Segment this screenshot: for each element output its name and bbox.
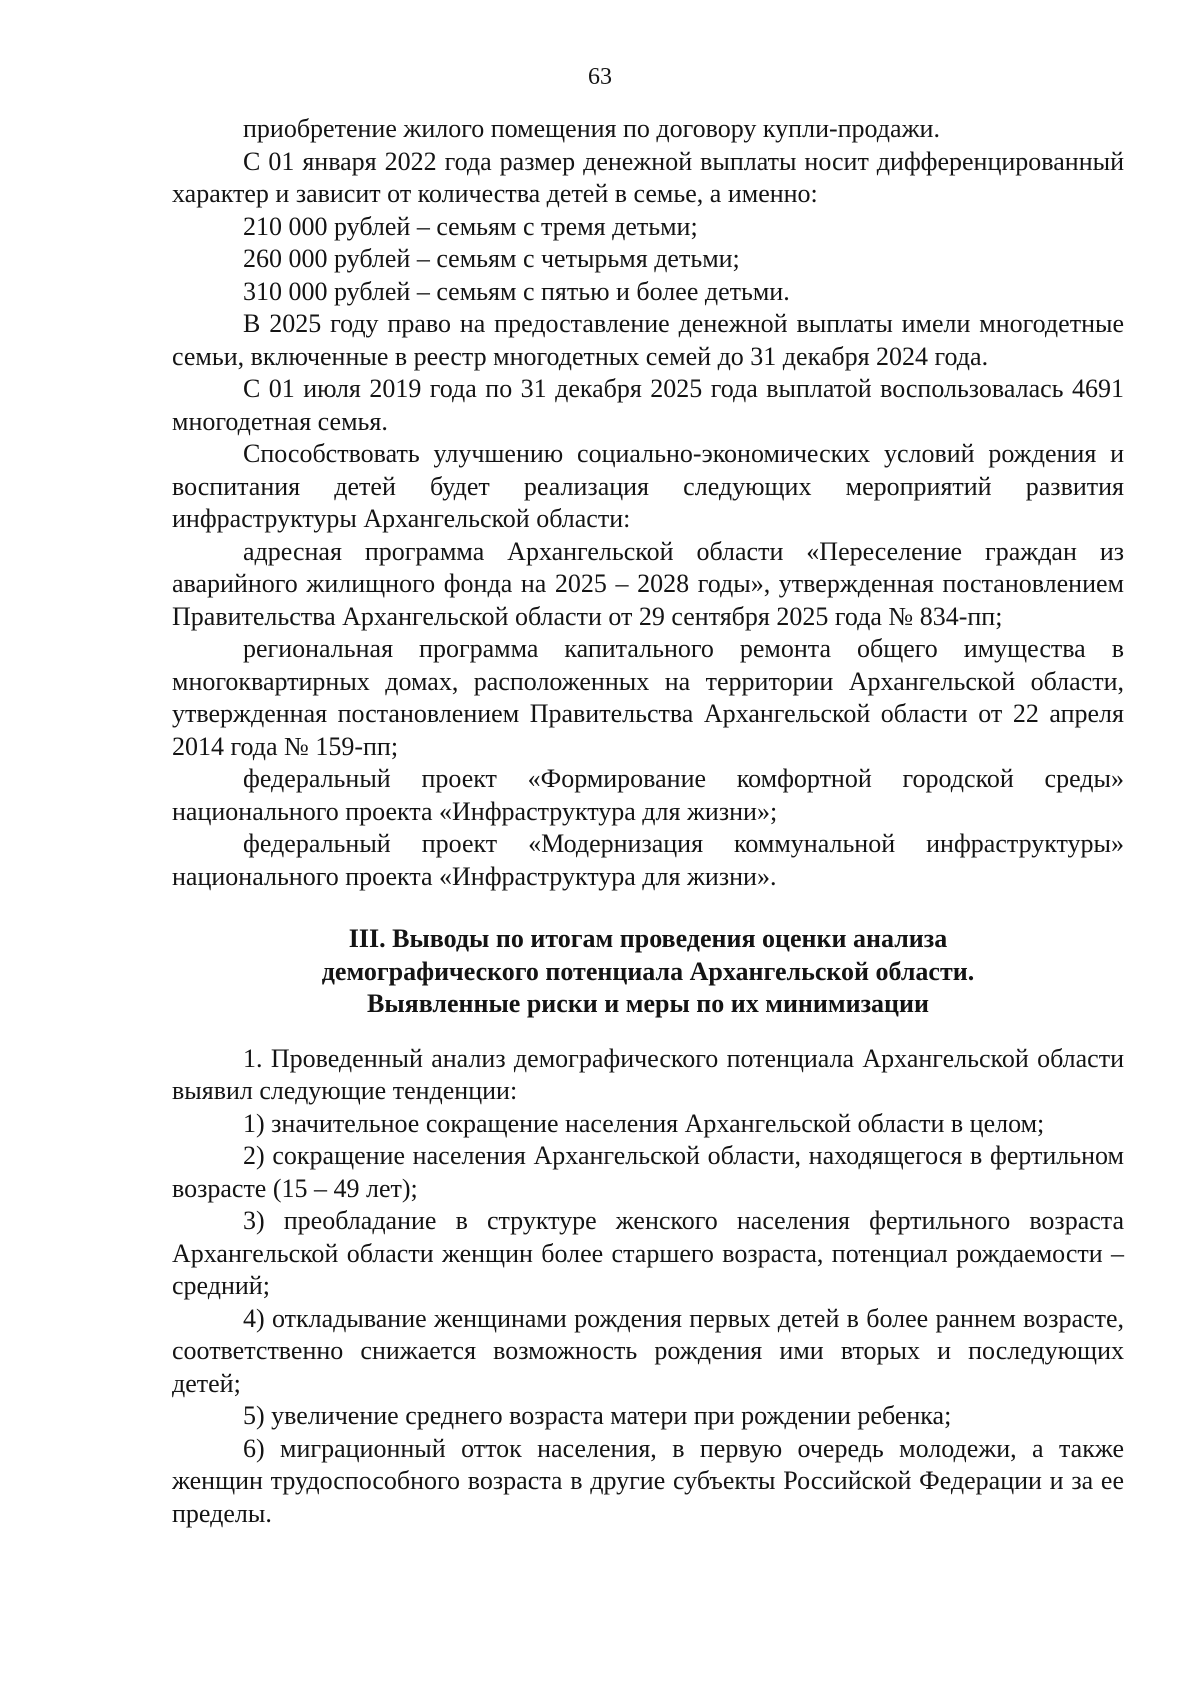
list-item: 210 000 рублей – семьям с тремя детьми; — [243, 211, 698, 241]
list-item: 5) увеличение среднего возраста матери при рождении ребенка; — [243, 1401, 952, 1430]
list-item: региональная программа капитального ремонта общего имущества в многоквартирных домах, расположенных на территории Архангельской области, утвержденная постановлением Правительства Архангельской области от 22 апреля 2014 года № 159-пп; — [172, 634, 1124, 761]
list-item: адресная программа Архангельской области «Переселение граждан из аварийного жилищного фонда на 2025 – 2028 годы», утвержденная постановлением Правительства Архангельской области от 29 сентября 2025 года № 834-пп; — [172, 536, 1124, 631]
section-heading-line: демографического потенциала Архангельской области. — [321, 956, 975, 986]
list-item: 4) откладывание женщинами рождения первых детей в более раннем возрасте, соответственно снижается возможность рождения ими вторых и последующих детей; — [172, 1303, 1124, 1398]
list-item: 2) сокращение населения Архангельской области, находящегося в фертильном возрасте (15 – 49 лет); — [172, 1141, 1124, 1203]
paragraph: Способствовать улучшению социально-экономических условий рождения и воспитания детей будет реализация следующих мероприятий развития инфраструктуры Архангельской области: — [172, 439, 1124, 533]
section-heading — [172, 923, 1124, 1021]
section-heading-line: Выявленные риски и меры по их минимизации — [367, 989, 929, 1018]
list-item: 260 000 рублей – семьям с четырьмя детьми; — [243, 244, 740, 273]
paragraph: С 01 июля 2019 года по 31 декабря 2025 года выплатой воспользовалась 4691 многодетная семья. — [172, 374, 1124, 436]
paragraph: С 01 января 2022 года размер денежной выплаты носит дифференцированный характер и зависит от количества детей в семье, а именно: — [172, 146, 1124, 208]
page-number: 63 — [588, 64, 612, 90]
section-heading-line: III. Выводы по итогам проведения оценки анализа — [348, 924, 948, 953]
paragraph: В 2025 году право на предоставление денежной выплаты имели многодетные семьи, включенные в реестр многодетных семей до 31 декабря 2024 года. — [172, 309, 1124, 371]
document-body — [172, 113, 1124, 1530]
list-item: 3) преобладание в структуре женского населения фертильного возраста Архангельской области женщин более старшего возраста, потенциал рождаемости – средний; — [172, 1206, 1124, 1300]
paragraph: 1. Проведенный анализ демографического потенциала Архангельской области выявил следующие тенденции: — [172, 1043, 1124, 1105]
list-item: 1) значительное сокращение населения Архангельской области в целом; — [243, 1108, 1045, 1138]
list-item: федеральный проект «Формирование комфортной городской среды» национального проекта «Инфраструктура для жизни»; — [172, 764, 1124, 826]
list-item: 310 000 рублей – семьям с пятью и более детьми. — [243, 276, 790, 306]
list-item: федеральный проект «Модернизация коммунальной инфраструктуры» национального проекта «Инфраструктура для жизни». — [172, 829, 1124, 891]
paragraph: приобретение жилого помещения по договору купли-продажи. — [243, 114, 940, 143]
list-item: 6) миграционный отток населения, в первую очередь молодежи, а также женщин трудоспособного возраста в другие субъекты Российской Федерации и за ее пределы. — [172, 1433, 1124, 1528]
